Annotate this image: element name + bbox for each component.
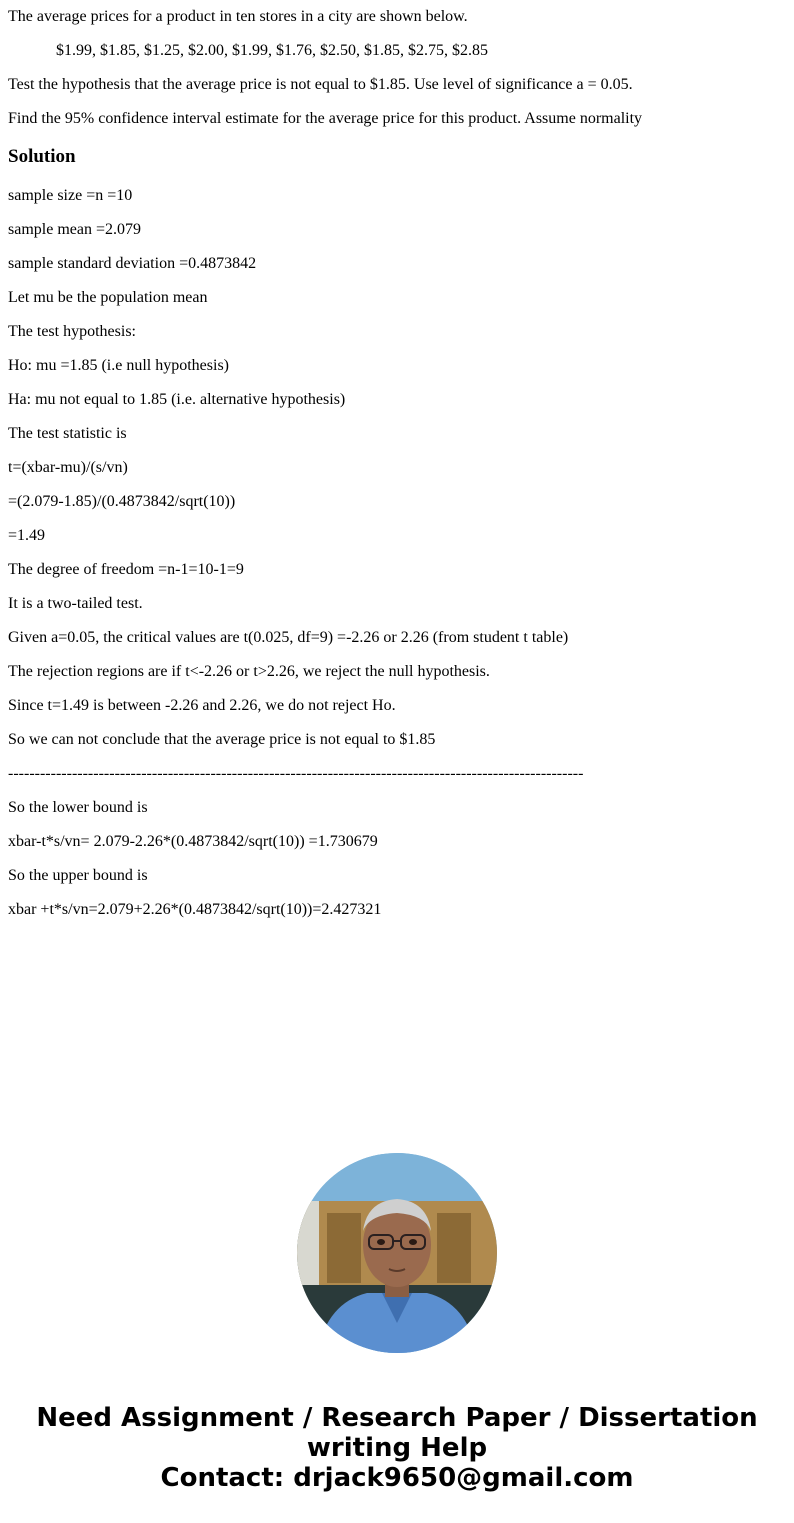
question-interval-task: Find the 95% confidence interval estimate for the average price for this product. Assume normality [8,110,643,127]
solution-line: xbar +t*s/vn=2.079+2.26*(0.4873842/sqrt(10))=2.427321 [8,901,382,918]
solution-line: Let mu be the population mean [8,289,208,306]
solution-heading: Solution [8,146,76,167]
solution-line: sample mean =2.079 [8,221,141,238]
solution-line: It is a two-tailed test. [8,595,143,612]
solution-line: The rejection regions are if t<-2.26 or t>2.26, we reject the null hypothesis. [8,663,490,680]
question-hypothesis-task: Test the hypothesis that the average price is not equal to $1.85. Use level of significance a = 0.05. [8,76,633,93]
solution-line: =(2.079-1.85)/(0.4873842/sqrt(10)) [8,493,236,510]
solution-body [8,187,583,935]
solution-line: t=(xbar-mu)/(s/vn) [8,459,128,476]
solution-line: The test hypothesis: [8,323,136,340]
tutor-avatar [297,1153,497,1353]
promo-line: writing Help [306,1433,488,1463]
solution-line: xbar-t*s/vn= 2.079-2.26*(0.4873842/sqrt(10)) =1.730679 [8,833,378,850]
price-list: $1.99, $1.85, $1.25, $2.00, $1.99, $1.76, $2.50, $1.85, $2.75, $2.85 [56,42,488,59]
promo-line: Need Assignment / Research Paper / Dissertation [36,1403,758,1433]
section-divider: ------------------------------------------------------------------------------------------------------------ [8,765,584,782]
question-intro: The average prices for a product in ten stores in a city are shown below. [8,8,468,25]
solution-line: So the lower bound is [8,799,148,816]
solution-line: Since t=1.49 is between -2.26 and 2.26, we do not reject Ho. [8,697,396,714]
contact-email: Contact: drjack9650@gmail.com [160,1463,634,1493]
solution-line: The degree of freedom =n-1=10-1=9 [8,561,244,578]
solution-line: The test statistic is [8,425,127,442]
solution-line: So we can not conclude that the average price is not equal to $1.85 [8,731,436,748]
solution-line: Given a=0.05, the critical values are t(0.025, df=9) =-2.26 or 2.26 (from student t table) [8,629,569,646]
solution-line: sample size =n =10 [8,187,133,204]
solution-line: Ha: mu not equal to 1.85 (i.e. alternative hypothesis) [8,391,346,408]
promo-footer [0,1403,794,1493]
solution-line: sample standard deviation =0.4873842 [8,255,257,272]
solution-line: =1.49 [8,527,46,544]
solution-line: So the upper bound is [8,867,148,884]
tutor-portrait-icon [297,1153,497,1353]
solution-line: Ho: mu =1.85 (i.e null hypothesis) [8,357,230,374]
